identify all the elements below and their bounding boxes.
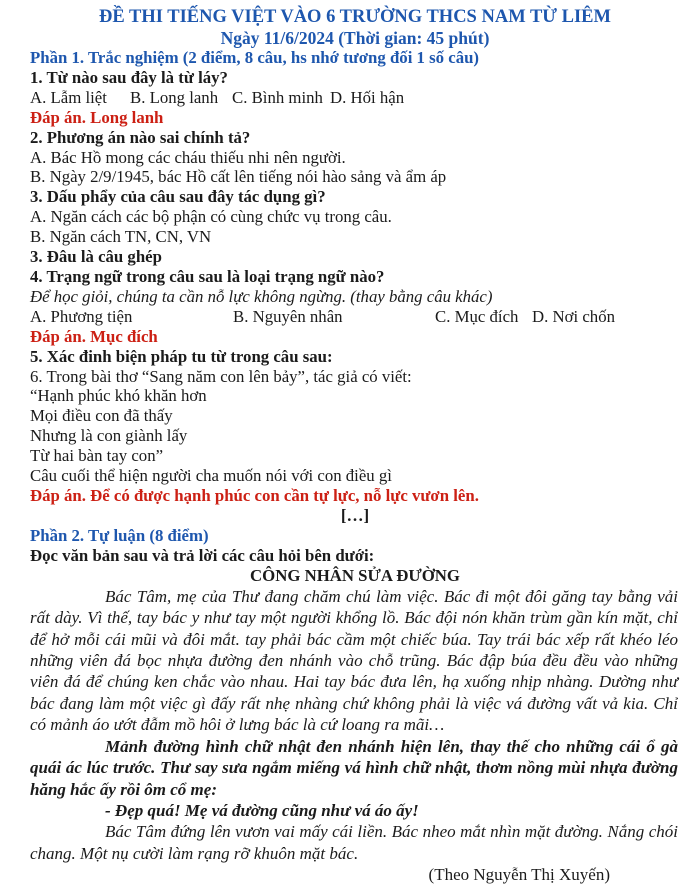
exam-date: Ngày 11/6/2024 (Thời gian: 45 phút) (220, 28, 490, 48)
question-4-options (30, 307, 680, 327)
question-3-title: 3. Dấu phẩy của câu sau đây tác dụng gì? (30, 187, 326, 207)
question-3b-title: 3. Đâu là câu ghép (30, 247, 162, 267)
answer-6: Đáp án. Để có được hạnh phúc con cần tự lực, nỗ lực vươn lên. (30, 485, 479, 505)
option-2a: A. Bác Hồ mong các cháu thiếu nhi nên người. (30, 147, 346, 167)
poem-line-1: “Hạnh phúc khó khăn hơn (30, 386, 207, 406)
passage-dialogue: - Đẹp quá! Mẹ vá đường cũng như vá áo ấy! (105, 800, 419, 820)
part1-section (30, 48, 680, 526)
passage-paragraph-1: Bác Tâm, mẹ của Thư đang chăm chú làm việc. Bác đi một đôi găng tay bằng vải rất dày. Vì thế, tay bác y như tay một người khổng lồ. Bác đội nón khăn trùm gần kín mặt, chỉ để hở mỗi cái mũi và đôi mắt. tay phải bác cầm một chiếc búa. Tay trái bác xếp rất khéo léo những viên đá bọc nhựa đường đen nhánh vào chỗ trũng. Bác đập búa đều đều vào những viên đá để chúng ken chắc vào nhau. Hai tay bác đưa lên, hạ xuống nhịp nhàng. Dường như bác đang làm một việc gì đấy rất nhẹ nhàng chứ không phải là việc vá đường vất vả kia. Chỉ có mảnh áo ướt đẫm mồ hôi ở lưng bác là cứ loang ra mãi… (30, 586, 678, 735)
part2-heading: Phần 2. Tự luận (8 điểm) (30, 525, 209, 545)
poem-line-3: Nhưng là con giành lấy (30, 426, 188, 446)
omission-mark: […] (340, 505, 370, 525)
option-4b: B. Nguyên nhân (233, 306, 343, 326)
question-4-title: 4. Trạng ngữ trong câu sau là loại trạng ngữ nào? (30, 266, 385, 286)
option-1c: C. Bình minh (232, 87, 323, 107)
option-2b: B. Ngày 2/9/1945, bác Hồ cất lên tiếng nói hào sảng và ẩm áp (30, 167, 447, 187)
poem-line-2: Mọi điều con đã thấy (30, 406, 173, 426)
question-4-sentence: Để học giỏi, chúng ta cần nỗ lực không ngừng. (thay bằng câu khác) (30, 286, 493, 306)
option-4a: A. Phương tiện (30, 306, 133, 326)
question-6-intro: 6. Trong bài thơ “Sang năm con lên bảy”, tác giả có viết: (30, 366, 412, 386)
answer-4: Đáp án. Mục đích (30, 326, 158, 346)
option-1d: D. Hối hận (330, 87, 405, 107)
option-3b: B. Ngăn cách TN, CN, VN (30, 227, 212, 247)
part2-instruction: Đọc văn bản sau và trả lời các câu hỏi bên dưới: (30, 545, 375, 565)
option-4d: D. Nơi chốn (532, 306, 615, 326)
part2-section-head (30, 526, 680, 586)
option-1a: A. Lẫm liệt (30, 87, 107, 107)
question-1-title: 1. Từ nào sau đây là từ láy? (30, 67, 228, 87)
answer-1: Đáp án. Long lanh (30, 107, 164, 127)
question-1-options (30, 88, 680, 108)
passage-attribution: (Theo Nguyễn Thị Xuyến) (428, 865, 610, 885)
exam-title: ĐỀ THI TIẾNG VIỆT VÀO 6 TRƯỜNG THCS NAM TỪ LIÊM (99, 7, 611, 27)
question-2-title: 2. Phương án nào sai chính tả? (30, 127, 251, 147)
passage-paragraph-3: Bác Tâm đứng lên vươn vai mấy cái liền. Bác nheo mắt nhìn mặt đường. Nắng chói chang. Một nụ cười làm rạng rỡ khuôn mặt bác. (30, 822, 678, 863)
option-1b: B. Long lanh (130, 87, 219, 107)
poem-line-4: Từ hai bàn tay con” (30, 446, 164, 466)
reading-passage (30, 586, 678, 886)
part1-heading: Phần 1. Trắc nghiệm (2 điểm, 8 câu, hs nhớ tương đối 1 số câu) (30, 48, 480, 67)
passage-paragraph-2: Mảnh đường hình chữ nhật đen nhánh hiện lên, thay thế cho những cái ổ gà quái ác lúc trước. Thư say sưa ngắm miếng vá hình chữ nhật, thơm nồng mùi nhựa đường hăng hắc ấy rồi ôm cổ mẹ: (30, 736, 678, 799)
question-5-title: 5. Xác đinh biện pháp tu từ trong câu sau: (30, 346, 333, 366)
option-4c: C. Mục đích (435, 306, 519, 326)
question-6-question: Câu cuối thể hiện người cha muốn nói với con điều gì (30, 466, 392, 486)
option-3a: A. Ngăn cách các bộ phận có cùng chức vụ trong câu. (30, 207, 392, 227)
passage-title: CÔNG NHÂN SỬA ĐƯỜNG (250, 565, 460, 585)
